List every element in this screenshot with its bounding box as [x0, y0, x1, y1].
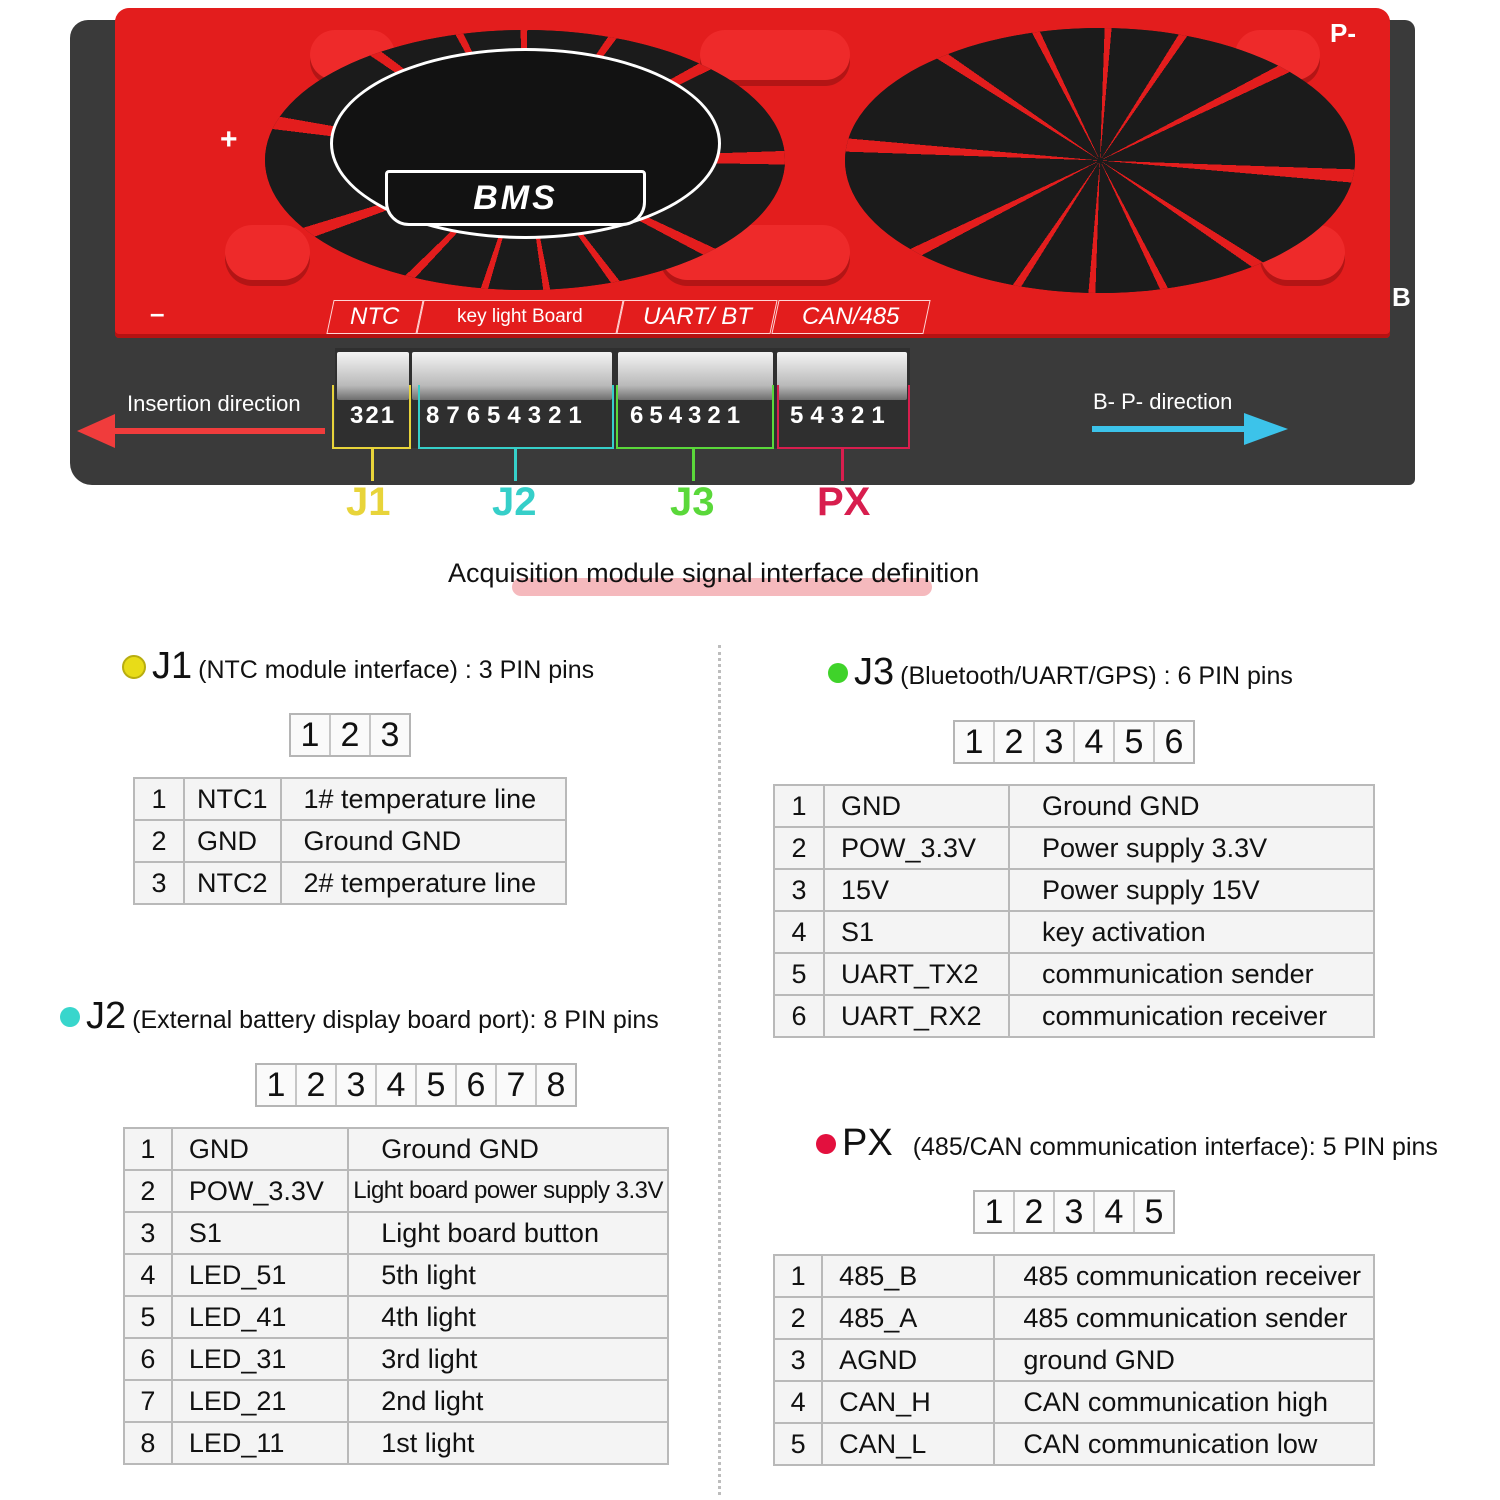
port-label-can-485: CAN/485	[771, 300, 930, 334]
table-row: 1 GND Ground GND	[774, 785, 1374, 827]
j3-bracket	[616, 385, 774, 449]
pin-cell: 1	[291, 715, 331, 755]
table-row: 1 485_B 485 communication receiver	[774, 1255, 1374, 1297]
table-row: 2 POW_3.3V Power supply 3.3V	[774, 827, 1374, 869]
pin-cell: 1	[955, 722, 995, 762]
j1-pin-order	[289, 713, 411, 757]
pin-cell: 2	[1015, 1192, 1055, 1232]
port-label-uart-bt: UART/ BT	[616, 300, 777, 334]
table-row: 1 GND Ground GND	[124, 1128, 668, 1170]
pin-cell: 2	[331, 715, 371, 755]
j1-pin-numbers: 321	[350, 402, 397, 429]
table-row: 5 CAN_L CAN communication low	[774, 1423, 1374, 1465]
j1-pin-table	[133, 777, 567, 905]
px-pin-table	[773, 1254, 1375, 1466]
j1-connector-label: J1	[346, 480, 391, 524]
heatsink-fan-right	[845, 28, 1355, 293]
j1-stem	[371, 449, 374, 481]
pin-cell: 5	[1115, 722, 1155, 762]
table-row: 3 NTC2 2# temperature line	[134, 862, 566, 904]
px-description: (485/CAN communication interface): 5 PIN pins	[912, 1133, 1438, 1161]
pin-cell: 1	[975, 1192, 1015, 1232]
j1-description: (NTC module interface) : 3 PIN pins	[198, 656, 595, 684]
j2-description: (External battery display board port): 8 PIN pins	[132, 1006, 659, 1034]
pin-cell: 6	[1164, 722, 1184, 761]
table-row: 2 GND Ground GND	[134, 820, 566, 862]
px-connector-label: PX	[817, 480, 871, 524]
bms-logo: BMS	[385, 170, 646, 226]
j3-section-header	[828, 651, 1293, 694]
pin-cell: 7	[497, 1065, 537, 1105]
pin-cell: 8	[546, 1065, 566, 1104]
pin-cell: 3	[380, 715, 400, 754]
j1-bracket	[332, 385, 411, 449]
j3-pin-order	[953, 720, 1195, 764]
j1-section-header	[122, 645, 594, 688]
j3-description: (Bluetooth/UART/GPS) : 6 PIN pins	[900, 662, 1293, 690]
j3-pin-numbers: 654321	[630, 402, 747, 429]
column-divider	[718, 645, 721, 1495]
port-label-ntc: NTC	[326, 300, 423, 334]
arrow-left-icon	[85, 428, 325, 434]
pin-cell: 3	[1055, 1192, 1095, 1232]
table-row: 5 LED_41 4th light	[124, 1296, 668, 1338]
table-row: 8 LED_11 1st light	[124, 1422, 668, 1464]
pin-cell: 3	[1035, 722, 1075, 762]
j2-id: J2	[86, 995, 127, 1037]
p-minus-terminal-label: P-	[1330, 18, 1356, 48]
port-label-key-light-board: key light Board	[416, 300, 623, 334]
j2-stem	[514, 449, 517, 481]
px-pin-order	[973, 1190, 1175, 1234]
table-row: 3 S1 Light board button	[124, 1212, 668, 1254]
j3-id: J3	[854, 651, 895, 693]
pin-cell: 3	[337, 1065, 377, 1105]
pin-cell: 2	[297, 1065, 337, 1105]
green-dot-icon	[828, 663, 848, 683]
pin-cell: 1	[257, 1065, 297, 1105]
j3-stem	[692, 449, 695, 481]
table-row: 4 S1 key activation	[774, 911, 1374, 953]
minus-terminal-label: –	[150, 298, 165, 328]
table-row: 2 485_A 485 communication sender	[774, 1297, 1374, 1339]
table-row: 6 LED_31 3rd light	[124, 1338, 668, 1380]
table-row: 4 CAN_H CAN communication high	[774, 1381, 1374, 1423]
insertion-direction-label: Insertion direction	[127, 391, 301, 416]
board-pad	[225, 225, 310, 280]
j3-connector-label: J3	[670, 480, 715, 524]
red-dot-icon	[816, 1134, 836, 1154]
j2-pin-numbers: 87654321	[426, 402, 589, 429]
pin-cell: 6	[457, 1065, 497, 1105]
cyan-dot-icon	[60, 1007, 80, 1027]
j2-section-header	[60, 995, 659, 1038]
table-row: 3 15V Power supply 15V	[774, 869, 1374, 911]
table-row: 2 POW_3.3V Light board power supply 3.3V	[124, 1170, 668, 1212]
bp-direction-label: B- P- direction	[1093, 389, 1233, 414]
table-row: 6 UART_RX2 communication receiver	[774, 995, 1374, 1037]
table-row: 1 NTC1 1# temperature line	[134, 778, 566, 820]
px-stem	[841, 449, 844, 481]
b-terminal-label: B	[1392, 282, 1411, 312]
page-title: Acquisition module signal interface definition	[448, 558, 980, 588]
px-pin-numbers: 54321	[790, 402, 892, 429]
px-bracket	[777, 385, 910, 449]
pin-cell: 4	[377, 1065, 417, 1105]
pin-cell: 5	[1144, 1192, 1164, 1231]
pin-cell: 5	[417, 1065, 457, 1105]
j2-pin-table	[123, 1127, 669, 1465]
plus-terminal-label: +	[220, 123, 238, 156]
px-id: PX	[842, 1122, 893, 1164]
px-section-header	[816, 1122, 1438, 1165]
table-row: 5 UART_TX2 communication sender	[774, 953, 1374, 995]
j2-bracket	[418, 385, 614, 449]
pin-cell: 4	[1095, 1192, 1135, 1232]
j3-pin-table	[773, 784, 1375, 1038]
board-pad	[700, 30, 850, 80]
j1-id: J1	[152, 645, 193, 687]
table-row: 7 LED_21 2nd light	[124, 1380, 668, 1422]
arrow-right-icon	[1092, 426, 1252, 432]
table-row: 3 AGND ground GND	[774, 1339, 1374, 1381]
pin-cell: 4	[1075, 722, 1115, 762]
j2-connector-label: J2	[492, 480, 537, 524]
yellow-dot-icon	[122, 655, 146, 679]
pin-cell: 2	[995, 722, 1035, 762]
table-row: 4 LED_51 5th light	[124, 1254, 668, 1296]
j2-pin-order	[255, 1063, 577, 1107]
